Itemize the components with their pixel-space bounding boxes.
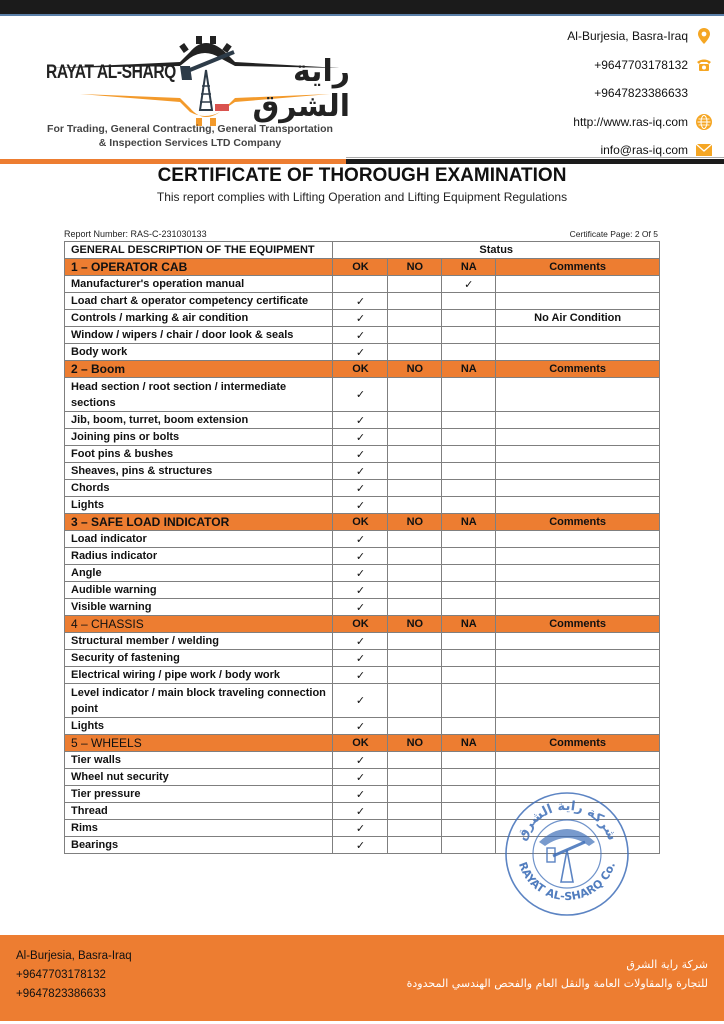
na-cell[interactable] (442, 786, 496, 803)
no-cell[interactable] (388, 293, 442, 310)
no-column-header: NO (388, 361, 442, 378)
no-cell[interactable] (388, 276, 442, 293)
check-mark-icon: ✓ (355, 669, 366, 682)
table-row (65, 293, 660, 310)
na-cell[interactable] (442, 531, 496, 548)
ok-cell[interactable] (333, 412, 388, 429)
na-cell[interactable] (442, 752, 496, 769)
na-cell[interactable] (442, 276, 496, 293)
table-header-row (65, 242, 660, 259)
ok-cell[interactable] (333, 497, 388, 514)
no-cell[interactable] (388, 633, 442, 650)
section-title: 3 – SAFE LOAD INDICATOR (65, 514, 333, 531)
item-description: Manufacturer's operation manual (65, 276, 333, 293)
company-stamp (503, 790, 631, 918)
table-row (65, 327, 660, 344)
ok-cell[interactable] (333, 480, 388, 497)
footer-phone-1: +9647703178132 (16, 969, 106, 981)
item-description: Level indicator / main block traveling connection point (65, 684, 333, 718)
no-cell[interactable] (388, 310, 442, 327)
na-column-header: NA (442, 259, 496, 276)
item-description: Chords (65, 480, 333, 497)
no-cell[interactable] (388, 429, 442, 446)
check-mark-icon: ✓ (355, 312, 366, 325)
check-mark-icon: ✓ (355, 601, 366, 614)
item-description: Wheel nut security (65, 769, 333, 786)
header-divider-dark (346, 159, 724, 164)
comment-cell[interactable] (496, 497, 660, 514)
check-mark-icon: ✓ (355, 389, 366, 401)
comments-column-header: Comments (496, 616, 660, 633)
no-column-header: NO (388, 514, 442, 531)
section-title: 4 – CHASSIS (65, 616, 333, 633)
item-description: Radius indicator (65, 548, 333, 565)
comments-column-header: Comments (496, 514, 660, 531)
table-row (65, 446, 660, 463)
comment-cell[interactable] (496, 531, 660, 548)
no-cell[interactable] (388, 803, 442, 820)
item-description: Thread (65, 803, 333, 820)
table-row (65, 429, 660, 446)
table-row (65, 752, 660, 769)
table-row (65, 565, 660, 582)
check-mark-icon: ✓ (355, 295, 366, 308)
check-mark-icon: ✓ (355, 635, 366, 648)
contact-phone-1 (482, 51, 712, 80)
svg-text:شركة راية الشرق: شركة راية الشرق (514, 798, 620, 843)
no-cell[interactable] (388, 344, 442, 361)
comments-column-header: Comments (496, 361, 660, 378)
ok-cell[interactable] (333, 327, 388, 344)
footer-company-desc-ar: للتجارة والمقاولات العامة والنقل العام والفحص الهندسي المحدودة (406, 977, 708, 990)
report-number: Report Number: RAS-C-231030133 (64, 229, 207, 239)
contact-address (482, 22, 712, 51)
item-description: Lights (65, 497, 333, 514)
address-text: Al-Burjesia, Basra-Iraq (567, 29, 688, 44)
email-link[interactable]: info@ras-iq.com (600, 143, 688, 158)
location-pin-icon (696, 28, 712, 44)
phone-2-text[interactable]: +9647823386633 (594, 86, 688, 101)
ok-cell[interactable] (333, 293, 388, 310)
comments-column-header: Comments (496, 259, 660, 276)
no-column-header: NO (388, 735, 442, 752)
table-row (65, 769, 660, 786)
item-description: Tier pressure (65, 786, 333, 803)
comment-cell[interactable] (496, 378, 660, 412)
no-column-header: NO (388, 259, 442, 276)
item-description: Load indicator (65, 531, 333, 548)
na-column-header: NA (442, 361, 496, 378)
ok-cell[interactable] (333, 684, 388, 718)
item-description: Sheaves, pins & structures (65, 463, 333, 480)
website-link[interactable]: http://www.ras-iq.com (573, 114, 688, 129)
contact-info (482, 22, 712, 165)
check-mark-icon: ✓ (355, 771, 366, 784)
item-description: Tier walls (65, 752, 333, 769)
table-row (65, 667, 660, 684)
comment-cell[interactable] (496, 565, 660, 582)
comment-cell[interactable] (496, 684, 660, 718)
table-row (65, 497, 660, 514)
na-cell[interactable] (442, 412, 496, 429)
table-row (65, 463, 660, 480)
comment-cell[interactable] (496, 429, 660, 446)
comment-cell[interactable] (496, 412, 660, 429)
no-cell[interactable] (388, 463, 442, 480)
check-mark-icon: ✓ (355, 805, 366, 818)
comment-cell[interactable] (496, 446, 660, 463)
check-mark-icon: ✓ (355, 652, 366, 665)
table-row (65, 548, 660, 565)
company-tagline (20, 122, 360, 150)
comments-column-header: Comments (496, 735, 660, 752)
item-description: Lights (65, 718, 333, 735)
table-row (65, 412, 660, 429)
check-mark-icon: ✓ (355, 533, 366, 546)
na-cell[interactable] (442, 378, 496, 412)
examination-table (64, 241, 660, 854)
footer-company-name-ar: شركة راية الشرق (626, 958, 708, 971)
item-description: Head section / root section / intermediate sections (65, 378, 333, 412)
item-description: Visible warning (65, 599, 333, 616)
na-cell[interactable] (442, 667, 496, 684)
check-mark-icon: ✓ (355, 482, 366, 495)
na-cell[interactable] (442, 327, 496, 344)
check-mark-icon: ✓ (355, 431, 366, 444)
header-divider-orange (0, 159, 346, 164)
ok-cell[interactable] (333, 531, 388, 548)
envelope-icon (696, 142, 712, 158)
na-cell[interactable] (442, 684, 496, 718)
item-description: Structural member / welding (65, 633, 333, 650)
section-header-row (65, 361, 660, 378)
item-description: Joining pins or bolts (65, 429, 333, 446)
no-cell[interactable] (388, 820, 442, 837)
document-title: CERTIFICATE OF THOROUGH EXAMINATION (157, 165, 567, 186)
table-row (65, 276, 660, 293)
check-mark-icon: ✓ (355, 822, 366, 835)
no-cell[interactable] (388, 582, 442, 599)
ok-cell[interactable] (333, 310, 388, 327)
contact-website (482, 108, 712, 137)
na-cell[interactable] (442, 446, 496, 463)
contact-phone-2 (482, 79, 712, 108)
item-description: Bearings (65, 837, 333, 854)
item-description: Foot pins & bushes (65, 446, 333, 463)
no-cell[interactable] (388, 786, 442, 803)
item-description: Controls / marking & air condition (65, 310, 333, 327)
no-cell[interactable] (388, 718, 442, 735)
check-mark-icon: ✓ (355, 720, 366, 733)
check-mark-icon: ✓ (355, 346, 366, 359)
table-row (65, 718, 660, 735)
item-description: Angle (65, 565, 333, 582)
check-mark-icon: ✓ (355, 567, 366, 580)
section-header-row (65, 616, 660, 633)
no-column-header: NO (388, 616, 442, 633)
ok-cell[interactable] (333, 752, 388, 769)
item-description: Window / wipers / chair / door look & seals (65, 327, 333, 344)
item-description: Body work (65, 344, 333, 361)
check-mark-icon: ✓ (355, 695, 366, 707)
item-description: Rims (65, 820, 333, 837)
comment-cell[interactable] (496, 463, 660, 480)
item-description: Audible warning (65, 582, 333, 599)
status-header: Status (333, 242, 660, 259)
no-cell[interactable] (388, 684, 442, 718)
no-cell[interactable] (388, 599, 442, 616)
ok-cell[interactable] (333, 463, 388, 480)
footer-company-ar (407, 955, 708, 993)
na-cell[interactable] (442, 480, 496, 497)
table-row (65, 378, 660, 412)
ok-cell[interactable] (333, 786, 388, 803)
no-cell[interactable] (388, 446, 442, 463)
comment-cell[interactable] (496, 582, 660, 599)
no-cell[interactable] (388, 531, 442, 548)
check-mark-icon: ✓ (355, 788, 366, 801)
page-footer (0, 935, 724, 1021)
ok-column-header: OK (333, 514, 388, 531)
ok-cell[interactable] (333, 344, 388, 361)
ok-column-header: OK (333, 735, 388, 752)
globe-icon (696, 114, 712, 130)
item-description: Jib, boom, turret, boom extension (65, 412, 333, 429)
section-header-row (65, 259, 660, 276)
comment-cell[interactable] (496, 667, 660, 684)
na-cell[interactable] (442, 650, 496, 667)
no-cell[interactable] (388, 769, 442, 786)
ok-cell[interactable] (333, 446, 388, 463)
logo-name-en: RAYAT AL-SHARQ (46, 62, 176, 83)
na-cell[interactable] (442, 803, 496, 820)
na-cell[interactable] (442, 344, 496, 361)
na-cell[interactable] (442, 310, 496, 327)
no-cell[interactable] (388, 378, 442, 412)
ok-cell[interactable] (333, 565, 388, 582)
top-bar (0, 0, 724, 16)
svg-text:RAYAT AL-SHARQ Co.: RAYAT AL-SHARQ Co. (515, 860, 619, 904)
na-column-header: NA (442, 514, 496, 531)
check-mark-icon: ✓ (355, 550, 366, 563)
ok-cell[interactable] (333, 599, 388, 616)
no-cell[interactable] (388, 650, 442, 667)
comment-cell[interactable]: No Air Condition (496, 310, 660, 327)
check-mark-icon: ✓ (355, 465, 366, 478)
footer-phone-2: +9647823386633 (16, 988, 106, 1000)
table-row (65, 633, 660, 650)
na-cell[interactable] (442, 429, 496, 446)
item-description: Electrical wiring / pipe work / body work (65, 667, 333, 684)
ok-cell[interactable] (333, 548, 388, 565)
description-header: GENERAL DESCRIPTION OF THE EQUIPMENT (65, 242, 333, 259)
na-column-header: NA (442, 735, 496, 752)
na-cell[interactable] (442, 463, 496, 480)
footer-contact (16, 947, 132, 1004)
na-cell[interactable] (442, 293, 496, 310)
comment-cell[interactable] (496, 480, 660, 497)
section-header-row (65, 735, 660, 752)
na-cell[interactable] (442, 565, 496, 582)
table-row (65, 344, 660, 361)
ok-cell[interactable] (333, 718, 388, 735)
na-cell[interactable] (442, 820, 496, 837)
phone-1-text[interactable]: +9647703178132 (594, 57, 688, 72)
check-mark-icon: ✓ (355, 754, 366, 767)
check-mark-icon: ✓ (355, 329, 366, 342)
section-title: 5 – WHEELS (65, 735, 333, 752)
no-cell[interactable] (388, 837, 442, 854)
check-mark-icon: ✓ (355, 448, 366, 461)
table-row (65, 531, 660, 548)
no-cell[interactable] (388, 412, 442, 429)
no-cell[interactable] (388, 565, 442, 582)
item-description: Security of fastening (65, 650, 333, 667)
tagline-line-1: For Trading, General Contracting, General Transportation (47, 123, 333, 135)
ok-cell[interactable] (333, 633, 388, 650)
section-title: 2 – Boom (65, 361, 333, 378)
certificate-page: Certificate Page: 2 Of 5 (569, 229, 658, 239)
ok-cell[interactable] (333, 429, 388, 446)
na-column-header: NA (442, 616, 496, 633)
no-cell[interactable] (388, 548, 442, 565)
check-mark-icon: ✓ (464, 278, 474, 291)
comment-cell[interactable] (496, 276, 660, 293)
no-cell[interactable] (388, 497, 442, 514)
comment-cell[interactable] (496, 752, 660, 769)
ok-column-header: OK (333, 361, 388, 378)
comment-cell[interactable] (496, 293, 660, 310)
comment-cell[interactable] (496, 718, 660, 735)
comment-cell[interactable] (496, 650, 660, 667)
table-row (65, 650, 660, 667)
no-cell[interactable] (388, 327, 442, 344)
stamp-seal (503, 790, 631, 918)
ok-cell[interactable] (333, 582, 388, 599)
ok-column-header: OK (333, 259, 388, 276)
footer-address: Al-Burjesia, Basra-Iraq (16, 950, 132, 962)
ok-cell[interactable] (333, 820, 388, 837)
comment-cell[interactable] (496, 327, 660, 344)
ok-cell[interactable] (333, 837, 388, 854)
telephone-icon (696, 57, 712, 73)
comment-cell[interactable] (496, 344, 660, 361)
na-cell[interactable] (442, 633, 496, 650)
ok-column-header: OK (333, 616, 388, 633)
na-cell[interactable] (442, 548, 496, 565)
check-mark-icon: ✓ (355, 499, 366, 512)
na-cell[interactable] (442, 769, 496, 786)
table-row (65, 684, 660, 718)
section-title: 1 – OPERATOR CAB (65, 259, 333, 276)
na-cell[interactable] (442, 582, 496, 599)
ok-cell[interactable] (333, 378, 388, 412)
ok-cell[interactable] (333, 276, 388, 293)
ok-cell[interactable] (333, 650, 388, 667)
na-cell[interactable] (442, 599, 496, 616)
no-cell[interactable] (388, 667, 442, 684)
no-cell[interactable] (388, 480, 442, 497)
table-row (65, 582, 660, 599)
check-mark-icon: ✓ (355, 839, 366, 852)
comment-cell[interactable] (496, 769, 660, 786)
check-mark-icon: ✓ (355, 584, 366, 597)
na-cell[interactable] (442, 837, 496, 854)
ok-cell[interactable] (333, 667, 388, 684)
check-mark-icon: ✓ (355, 414, 366, 427)
ok-cell[interactable] (333, 803, 388, 820)
item-description: Load chart & operator competency certificate (65, 293, 333, 310)
comment-cell[interactable] (496, 633, 660, 650)
comment-cell[interactable] (496, 599, 660, 616)
table-row (65, 599, 660, 616)
header-divider-thin (346, 157, 724, 158)
document-subtitle: This report complies with Lifting Operation and Lifting Equipment Regulations (156, 190, 568, 204)
table-row (65, 310, 660, 327)
ok-cell[interactable] (333, 769, 388, 786)
na-cell[interactable] (442, 718, 496, 735)
comment-cell[interactable] (496, 548, 660, 565)
section-header-row (65, 514, 660, 531)
na-cell[interactable] (442, 497, 496, 514)
no-cell[interactable] (388, 752, 442, 769)
table-row (65, 480, 660, 497)
tagline-line-2: & Inspection Services LTD Company (98, 137, 282, 149)
logo-name-ar: راية الشرق (252, 54, 350, 124)
